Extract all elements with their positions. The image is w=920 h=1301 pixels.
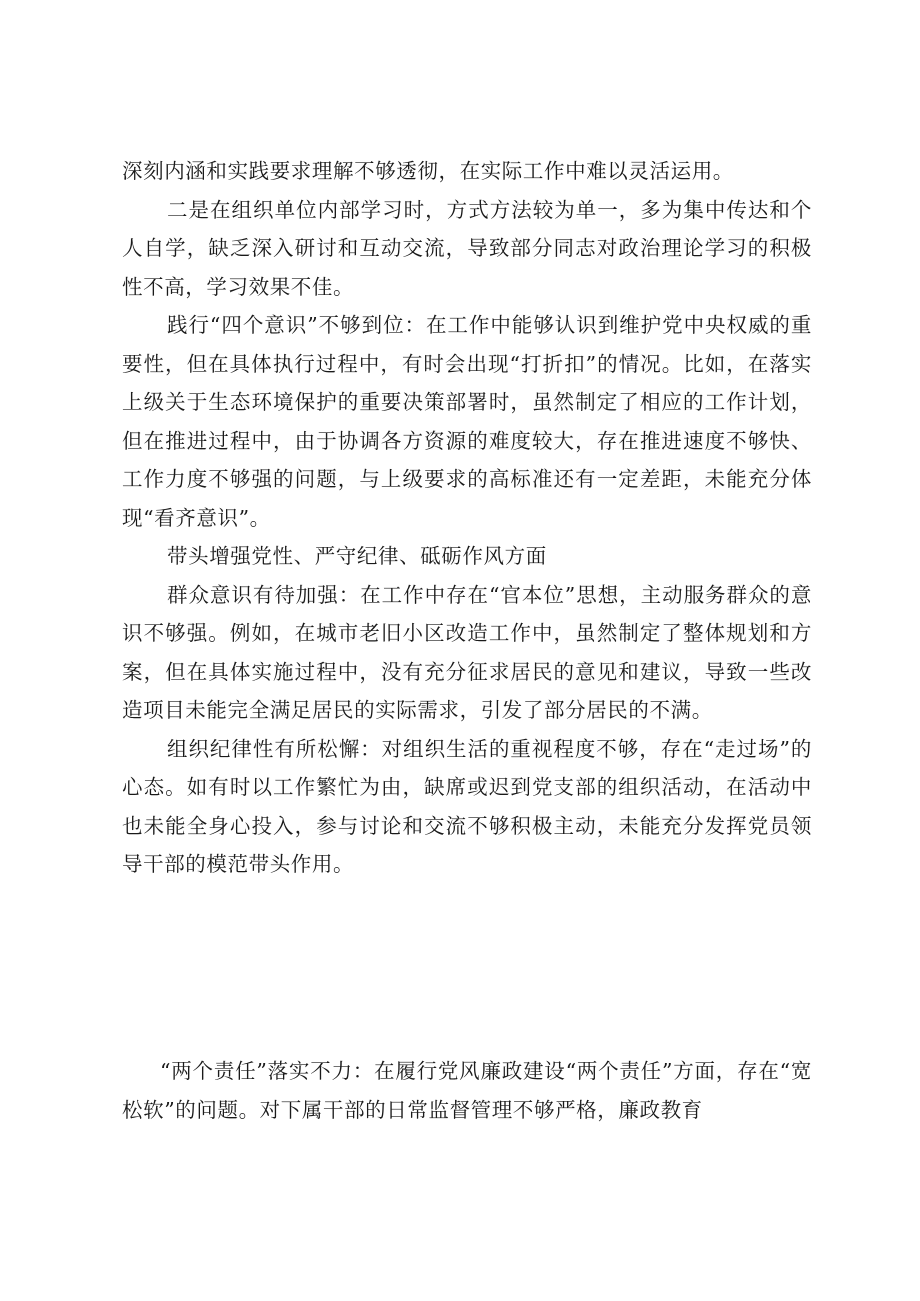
paragraph-continuation: 深刻内涵和实践要求理解不够透彻，在实际工作中难以灵活运用。 <box>122 159 734 183</box>
body-text-section-2 <box>122 1052 812 1129</box>
paragraph-mass-awareness: 群众意识有待加强：在工作中存在“官本位”思想，主动服务群众的意识不够强。例如，在城市老旧小区改造工作中，虽然制定了整体规划和方案，但在具体实施过程中，没有充分征求居民的意见和建议，导致一些改造项目未能完全满足居民的实际需求，引发了部分居民的不满。 <box>122 582 812 722</box>
paragraph-organizational-discipline: 组织纪律性有所松懈：对组织生活的重视程度不够，存在“走过场”的心态。如有时以工作繁忙为由，缺席或迟到党支部的组织活动，在活动中也未能全身心投入，参与讨论和交流不够积极主动，未能充分发挥党员领导干部的模范带头作用。 <box>122 736 812 876</box>
body-text-section-1 <box>122 152 812 884</box>
section-heading-party-spirit: 带头增强党性、严守纪律、砥砺作风方面 <box>167 544 547 568</box>
paragraph-four-consciousness: 践行“四个意识”不够到位：在工作中能够认识到维护党中央权威的重要性，但在具体执行过程中，有时会出现“打折扣”的情况。比如，在落实上级关于生态环境保护的重要决策部署时，虽然制定了相应的工作计划，但在推进过程中，由于协调各方资源的难度较大，存在推进速度不够快、工作力度不够强的问题，与上级要求的高标准还有一定差距，未能充分体现“看齐意识”。 <box>122 313 812 530</box>
paragraph-study-method: 二是在组织单位内部学习时，方式方法较为单一，多为集中传达和个人自学，缺乏深入研讨和互动交流，导致部分同志对政治理论学习的积极性不高，学习效果不佳。 <box>122 197 812 299</box>
paragraph-two-responsibilities: “两个责任”落实不力：在履行党风廉政建设“两个责任”方面，存在“宽松软”的问题。对下属干部的日常监督管理不够严格，廉政教育 <box>122 1059 812 1122</box>
